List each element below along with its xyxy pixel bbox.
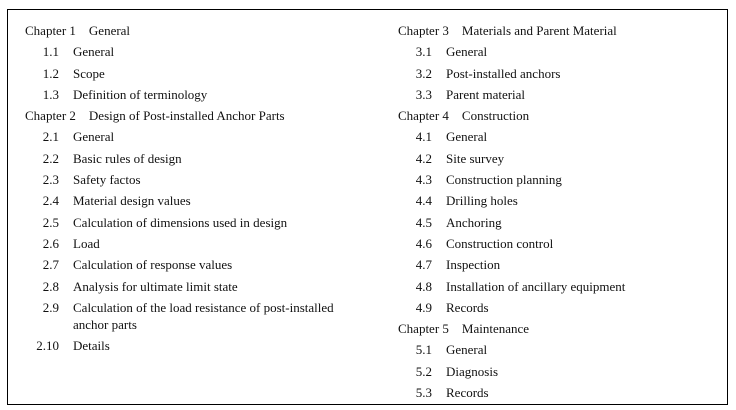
section-number: 2.2 bbox=[42, 150, 59, 166]
section-item bbox=[25, 126, 375, 147]
section-number: 5.1 bbox=[415, 342, 432, 358]
section-title: Parent material bbox=[446, 86, 526, 102]
chapter-heading bbox=[398, 318, 728, 339]
section-number: 5.2 bbox=[415, 363, 432, 379]
section-number: 4.6 bbox=[415, 235, 432, 251]
section-item bbox=[398, 233, 728, 254]
section-number: 2.8 bbox=[42, 278, 59, 294]
section-title: Site survey bbox=[446, 150, 505, 166]
section-title: Load bbox=[73, 235, 100, 251]
section-item bbox=[398, 212, 728, 233]
section-item bbox=[25, 335, 375, 356]
section-item bbox=[398, 190, 728, 211]
section-number: 3.1 bbox=[415, 44, 432, 60]
section-number: 2.5 bbox=[42, 214, 59, 230]
section-item bbox=[25, 190, 375, 211]
section-title: Material design values bbox=[73, 193, 191, 209]
section-title: Construction control bbox=[446, 235, 554, 251]
section-title: Construction planning bbox=[446, 172, 562, 188]
section-title: Drilling holes bbox=[446, 193, 518, 209]
section-number: 3.2 bbox=[415, 65, 432, 81]
section-title: General bbox=[73, 44, 115, 60]
section-number: 1.2 bbox=[42, 65, 59, 81]
section-item bbox=[398, 63, 728, 84]
chapter-number: Chapter 3 bbox=[398, 23, 449, 38]
section-title: Basic rules of design bbox=[73, 150, 182, 166]
chapter-heading bbox=[25, 105, 375, 126]
toc-left-column bbox=[25, 20, 375, 356]
section-item bbox=[25, 148, 375, 169]
section-title: Diagnosis bbox=[446, 363, 498, 379]
section-item bbox=[25, 254, 375, 275]
toc-right-column bbox=[398, 20, 728, 403]
section-title: Records bbox=[446, 385, 489, 401]
section-item bbox=[25, 276, 375, 297]
section-item bbox=[398, 254, 728, 275]
section-item bbox=[25, 63, 375, 84]
section-item bbox=[398, 297, 728, 318]
chapter-number: Chapter 1 bbox=[25, 23, 76, 38]
chapter-number: Chapter 4 bbox=[398, 108, 449, 124]
section-number: 5.3 bbox=[415, 385, 432, 401]
table-of-contents-frame bbox=[7, 9, 728, 405]
section-number: 2.3 bbox=[42, 172, 59, 188]
section-number: 2.9 bbox=[42, 299, 59, 315]
section-title: Definition of terminology bbox=[73, 86, 208, 102]
section-number: 4.8 bbox=[415, 278, 432, 294]
section-item bbox=[398, 276, 728, 297]
chapter-heading bbox=[25, 20, 375, 41]
chapter-title: Maintenance bbox=[461, 321, 530, 337]
section-item bbox=[398, 84, 728, 105]
section-number: 2.4 bbox=[42, 193, 59, 209]
section-number: 2.10 bbox=[36, 337, 59, 353]
section-title: Details bbox=[73, 337, 110, 353]
chapter-title: General bbox=[88, 23, 131, 38]
section-number: 4.1 bbox=[415, 129, 432, 145]
section-title: Calculation of dimensions used in design bbox=[73, 214, 288, 230]
section-title: Installation of ancillary equipment bbox=[446, 278, 626, 294]
chapter-title: Materials and Parent Material bbox=[461, 23, 617, 38]
section-title: Calculation of the load resistance of post-installed anchor parts bbox=[73, 299, 334, 332]
section-number: 4.5 bbox=[415, 214, 432, 230]
section-item bbox=[398, 382, 728, 403]
section-number: 1.3 bbox=[42, 86, 59, 102]
section-title: Calculation of response values bbox=[73, 257, 233, 273]
section-item bbox=[398, 126, 728, 147]
section-item bbox=[25, 212, 375, 233]
section-title: Post-installed anchors bbox=[446, 65, 561, 81]
section-item bbox=[25, 41, 375, 62]
section-title: Analysis for ultimate limit state bbox=[73, 278, 238, 294]
section-number: 4.2 bbox=[415, 150, 432, 166]
section-title: Inspection bbox=[446, 257, 501, 273]
chapter-title: Design of Post-installed Anchor Parts bbox=[88, 108, 285, 124]
section-number: 2.6 bbox=[42, 235, 59, 251]
section-number: 4.4 bbox=[415, 193, 432, 209]
section-title: General bbox=[446, 129, 488, 145]
section-number: 2.7 bbox=[42, 257, 59, 273]
section-number: 3.3 bbox=[415, 86, 432, 102]
section-title: General bbox=[73, 129, 115, 145]
section-title: General bbox=[446, 342, 488, 358]
section-number: 4.9 bbox=[415, 299, 432, 315]
chapter-heading bbox=[398, 20, 728, 41]
section-number: 4.3 bbox=[415, 172, 432, 188]
section-item bbox=[25, 233, 375, 254]
section-number: 1.1 bbox=[42, 44, 59, 60]
section-item bbox=[398, 361, 728, 382]
section-item bbox=[25, 297, 375, 335]
section-item bbox=[398, 41, 728, 62]
section-item bbox=[398, 339, 728, 360]
section-number: 4.7 bbox=[415, 257, 432, 273]
section-item bbox=[25, 169, 375, 190]
section-item bbox=[398, 148, 728, 169]
section-item bbox=[398, 169, 728, 190]
section-title: Safety factos bbox=[73, 172, 141, 188]
chapter-number: Chapter 2 bbox=[25, 108, 76, 124]
section-title: Anchoring bbox=[446, 214, 502, 230]
chapter-number: Chapter 5 bbox=[398, 321, 449, 337]
section-title: Scope bbox=[73, 65, 105, 81]
chapter-title: Construction bbox=[461, 108, 530, 124]
chapter-heading bbox=[398, 105, 728, 126]
section-number: 2.1 bbox=[42, 129, 59, 145]
section-title: General bbox=[446, 44, 488, 60]
section-item bbox=[25, 84, 375, 105]
section-title: Records bbox=[446, 299, 489, 315]
